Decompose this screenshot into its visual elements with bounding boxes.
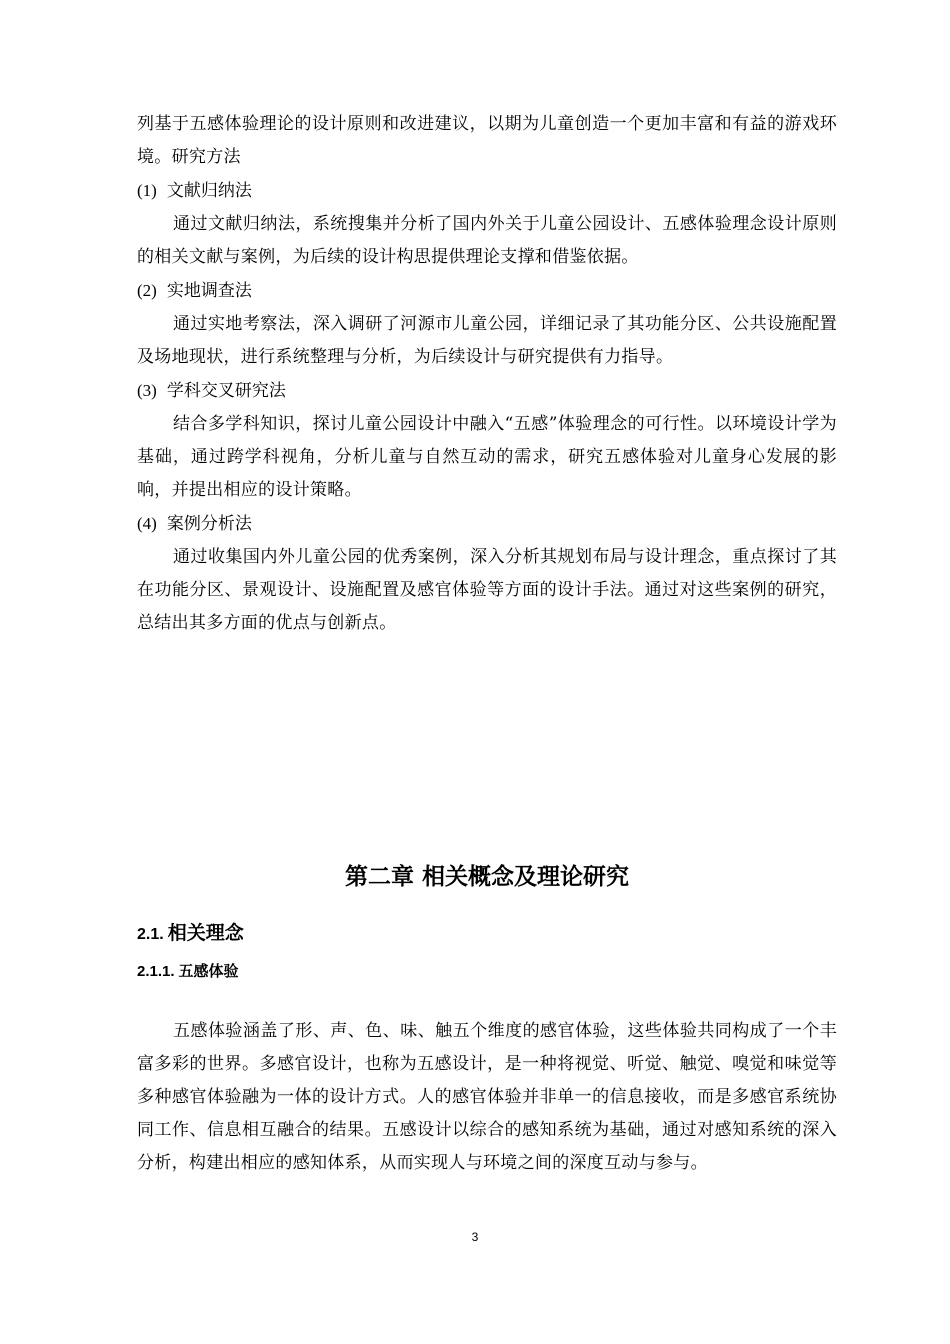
- method-number: (4): [137, 514, 157, 533]
- section-number: 2.1.: [137, 926, 164, 943]
- method-paragraph-4: 通过收集国内外儿童公园的优秀案例，深入分析其规划布局与设计理念，重点探讨了其在功能分区、景观设计、设施配置及感官体验等方面的设计手法。通过对这些案例的研究，总结出其多方面的优点与创新点。: [137, 547, 837, 633]
- subsection-title: 五感体验: [178, 962, 239, 980]
- intro-paragraph: 列基于五感体验理论的设计原则和改进建议，以期为儿童创造一个更加丰富和有益的游戏环境。研究方法: [137, 114, 837, 167]
- method-heading-1: [137, 174, 837, 208]
- method-paragraph-2: 通过实地考察法，深入调研了河源市儿童公园，详细记录了其功能分区、公共设施配置及场地现状，进行系统整理与分析，为后续设计与研究提供有力指导。: [137, 314, 837, 367]
- method-heading-4: [137, 507, 837, 541]
- subsection-heading: [137, 960, 239, 981]
- method-title: 文献归纳法: [166, 181, 252, 201]
- method-title: 案例分析法: [166, 514, 252, 534]
- page-number: 3: [471, 1230, 479, 1244]
- method-number: (2): [137, 281, 157, 300]
- method-number: (3): [137, 381, 157, 400]
- page-body: [137, 108, 837, 640]
- section-title: 相关理念: [167, 922, 244, 944]
- chapter-title: 第二章 相关概念及理论研究: [344, 864, 629, 890]
- method-number: (1): [137, 181, 157, 200]
- method-title: 实地调查法: [166, 281, 252, 301]
- subsection-body: [137, 1015, 837, 1180]
- subsection-number: 2.1.1.: [137, 963, 175, 980]
- subsection-paragraph: 五感体验涵盖了形、声、色、味、触五个维度的感官体验，这些体验共同构成了一个丰富多彩的世界。多感官设计，也称为五感设计，是一种将视觉、听觉、触觉、嗅觉和味觉等多种感官体验融为一体的设计方式。人的感官体验并非单一的信息接收，而是多感官系统协同工作、信息相互融合的结果。五感设计以综合的感知系统为基础，通过对感知系统的深入分析，构建出相应的感知体系，从而实现人与环境之间的深度互动与参与。: [137, 1021, 837, 1173]
- method-paragraph-3: 结合多学科知识，探讨儿童公园设计中融入“五感”体验理念的可行性。以环境设计学为基础，通过跨学科视角，分析儿童与自然互动的需求，研究五感体验对儿童身心发展的影响，并提出相应的设计策略。: [137, 414, 837, 500]
- section-heading: [137, 918, 244, 945]
- method-heading-3: [137, 374, 837, 408]
- method-paragraph-1: 通过文献归纳法，系统搜集并分析了国内外关于儿童公园设计、五感体验理念设计原则的相关文献与案例，为后续的设计构思提供理论支撑和借鉴依据。: [137, 214, 837, 267]
- method-heading-2: [137, 274, 837, 308]
- method-title: 学科交叉研究法: [166, 381, 286, 401]
